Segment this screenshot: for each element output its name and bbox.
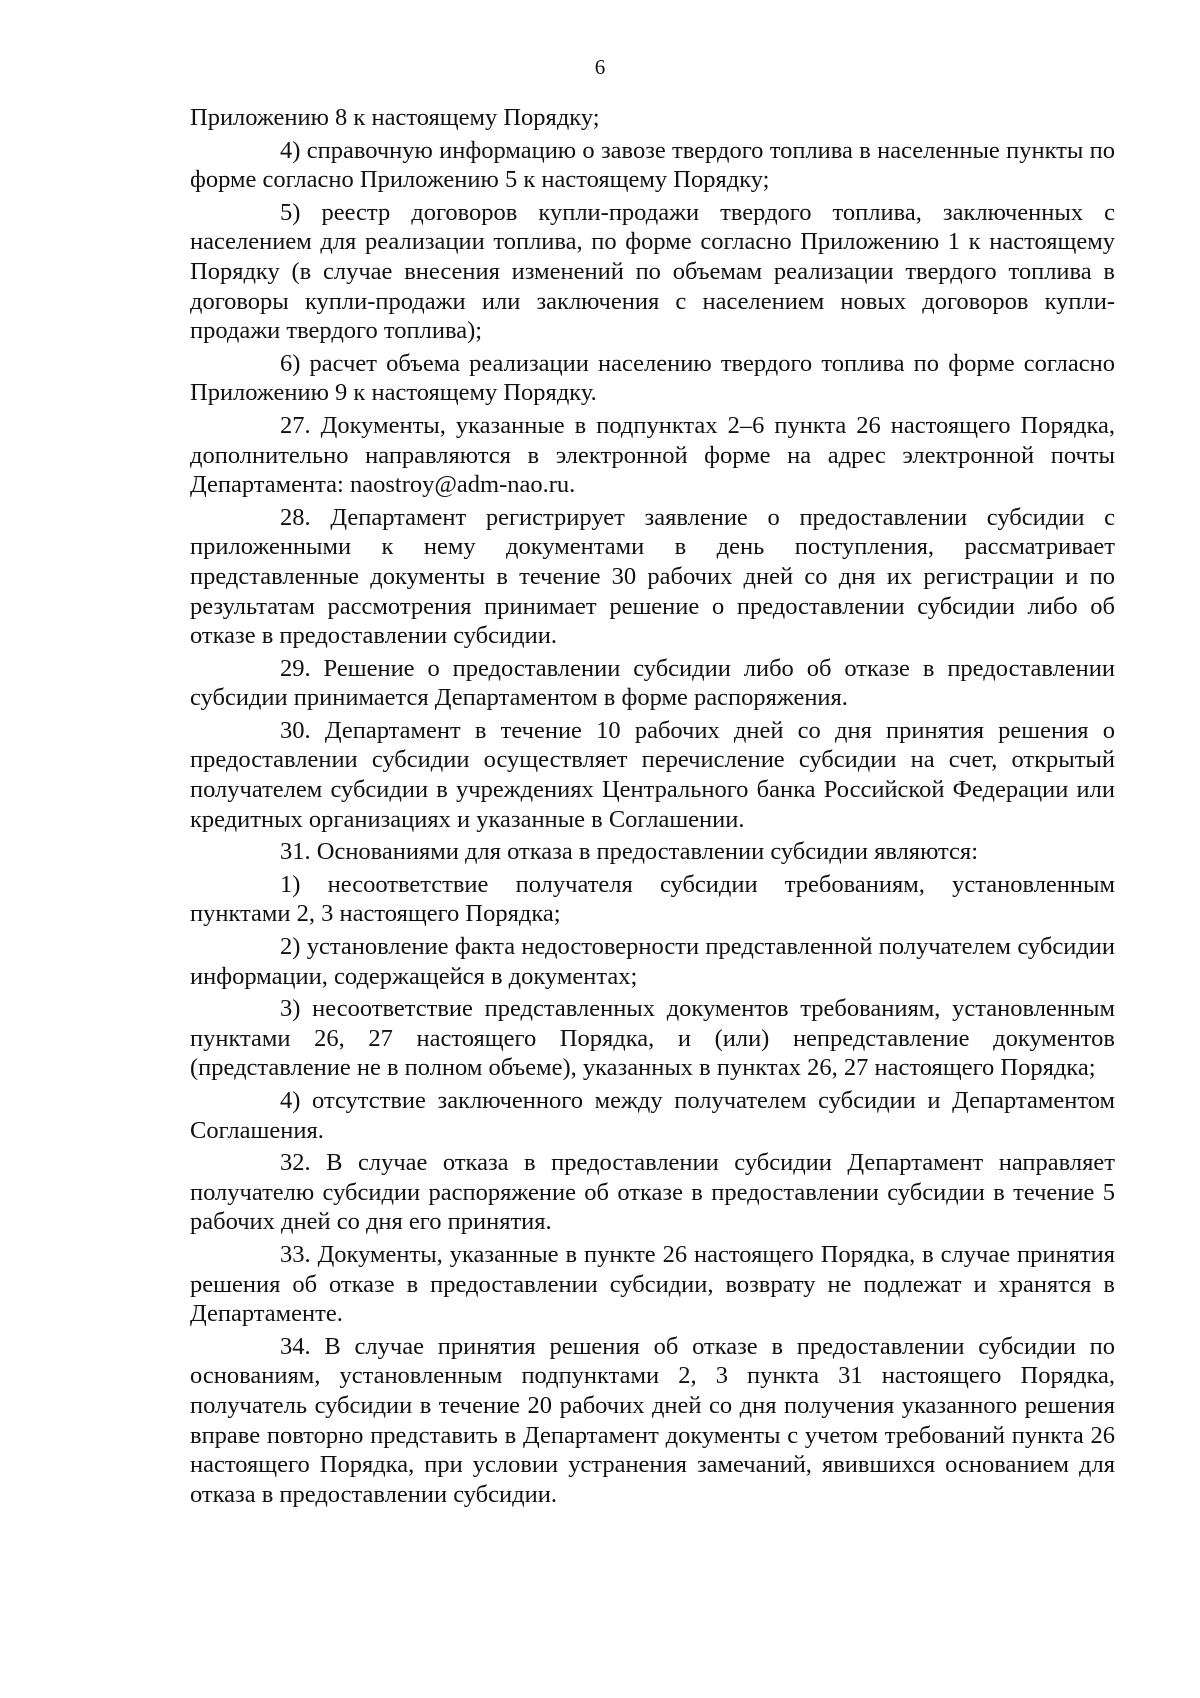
paragraph-item-4: 4) справочную информацию о завозе твердого топлива в населенные пункты по форме согласно Приложению 5 к настоящему Порядку;	[190, 136, 1115, 194]
paragraph-item-6: 6) расчет объема реализации населению твердого топлива по форме согласно Приложению 9 к настоящему Порядку.	[190, 349, 1115, 407]
paragraph-30: 30. Департамент в течение 10 рабочих дней со дня принятия решения о предоставлении субсидии осуществляет перечисление субсидии на счет, открытый получателем субсидии в учреждениях Центрального банка Российской Федерации или кредитных организациях и указанные в Соглашении.	[190, 716, 1115, 833]
paragraph-29: 29. Решение о предоставлении субсидии либо об отказе в предоставлении субсидии принимается Департаментом в форме распоряжения.	[190, 654, 1115, 712]
paragraph-28: 28. Департамент регистрирует заявление о предоставлении субсидии с приложенными к нему документами в день поступления, рассматривает представленные документы в течение 30 рабочих дней со дня их регистрации и по результатам рассмотрения принимает решение о предоставлении субсидии либо об отказе в предоставлении субсидии.	[190, 503, 1115, 650]
paragraph-32: 32. В случае отказа в предоставлении субсидии Департамент направляет получателю субсидии распоряжение об отказе в предоставлении субсидии в течение 5 рабочих дней со дня его принятия.	[190, 1149, 1115, 1236]
paragraph-33: 33. Документы, указанные в пункте 26 настоящего Порядка, в случае принятия решения об отказе в предоставлении субсидии, возврату не подлежат и хранятся в Департаменте.	[190, 1240, 1115, 1328]
page-number: 6	[594, 55, 606, 79]
paragraph-31-item-2: 2) установление факта недостоверности представленной получателем субсидии информации, содержащейся в документах;	[190, 933, 1115, 990]
paragraph-item-5: 5) реестр договоров купли-продажи твердого топлива, заключенных с населением для реализации топлива, по форме согласно Приложению 1 к настоящему Порядку (в случае внесения изменений по объемам реализации твердого топлива в договоры купли-продажи или заключения с населением новых договоров купли-продажи твердого топлива);	[190, 198, 1115, 345]
paragraph-31-item-3: 3) несоответствие представленных документов требованиям, установленным пунктами 26, 27 настоящего Порядка, и (или) непредставление документов (представление не в полном объеме), указанных в пунктах 26, 27 настоящего Порядка;	[190, 995, 1115, 1082]
paragraph-continuation: Приложению 8 к настоящему Порядку;	[190, 104, 600, 131]
paragraph-31: 31. Основаниями для отказа в предоставлении субсидии являются:	[280, 838, 979, 866]
document-body	[190, 103, 1115, 1512]
paragraph-34: 34. В случае принятия решения об отказе в предоставлении субсидии по основаниям, установленным подпунктами 2, 3 пункта 31 настоящего Порядка, получатель субсидии в течение 20 рабочих дней со дня получения указанного решения вправе повторно представить в Департамент документы с учетом требований пункта 26 настоящего Порядка, при условии устранения замечаний, явившихся основанием для отказа в предоставлении субсидии.	[190, 1332, 1115, 1508]
paragraph-31-item-4: 4) отсутствие заключенного между получателем субсидии и Департаментом Соглашения.	[190, 1087, 1115, 1144]
paragraph-31-item-1: 1) несоответствие получателя субсидии требованиям, установленным пунктами 2, 3 настоящего Порядка;	[190, 870, 1115, 928]
paragraph-27: 27. Документы, указанные в подпунктах 2–6 пункта 26 настоящего Порядка, дополнительно направляются в электронной форме на адрес электронной почты Департамента: naostroy@adm-nao.ru.	[190, 411, 1115, 499]
